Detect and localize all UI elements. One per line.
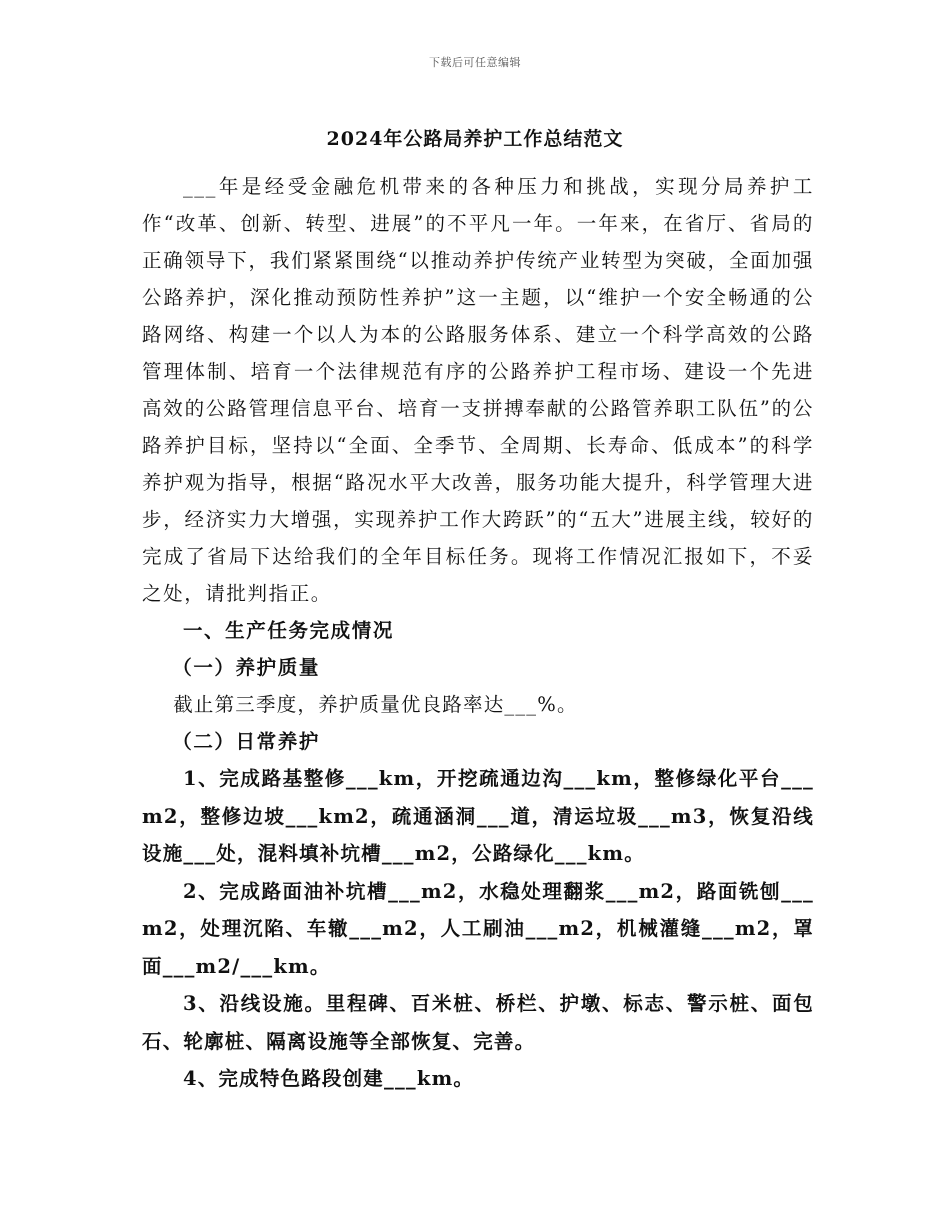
daily-item-3: 3、沿线设施。里程碑、百米桩、桥栏、护墩、标志、警示桩、面包石、轮廓桩、隔离设施等全部恢复、完善。 [142,992,814,1053]
daily-item-1: 1、完成路基整修___km，开挖疏通边沟___km，整修绿化平台___m2，整修边坡___km2，疏通涵洞___道，清运垃圾___m3，恢复沿线设施___处，混料填补坑槽___m2，公路绿化___km。 [142,767,814,865]
header-note: 下载后可任意编辑 [429,56,521,69]
subsection-heading-quality: （一）养护质量 [172,656,320,679]
section-heading-production: 一、生产任务完成情况 [182,619,394,642]
quality-text: 截止第三季度，养护质量优良路率达___%。 [173,693,578,716]
subsection-heading-daily: （二）日常养护 [172,730,320,753]
daily-item-2: 2、完成路面油补坑槽___m2，水稳处理翻浆___m2，路面铣刨___m2，处理沉陷、车辙___m2，人工刷油___m2，机械灌缝___m2，罩面___m2/___km。 [142,879,814,978]
daily-item-4: 4、完成特色路段创建___km。 [182,1067,475,1090]
document-body [142,168,814,1098]
document-title: 2024年公路局养护工作总结范文 [326,128,624,150]
intro-paragraph: ___年是经受金融危机带来的各种压力和挑战，实现分局养护工作“改革、创新、转型、进展”的不平凡一年。一年来，在省厅、省局的正确领导下，我们紧紧围绕“以推动养护传统产业转型为突破，全面加强公路养护，深化推动预防性养护”这一主题，以“维护一个安全畅通的公路网络、构建一个以人为本的公路服务体系、建立一个科学高效的公路管理体制、培育一个法律规范有序的公路养护工程市场、建设一个先进高效的公路管理信息平台、培育一支拼搏奉献的公路管养职工队伍”的公路养护目标，坚持以“全面、全季节、全周期、长寿命、低成本”的科学养护观为指导，根据“路况水平大改善，服务功能大提升，科学管理大进步，经济实力大增强，实现养护工作大跨跃”的“五大”进展主线，较好的完成了省局下达给我们的全年目标任务。现将工作情况汇报如下，不妥之处，请批判指正。 [142,175,814,605]
